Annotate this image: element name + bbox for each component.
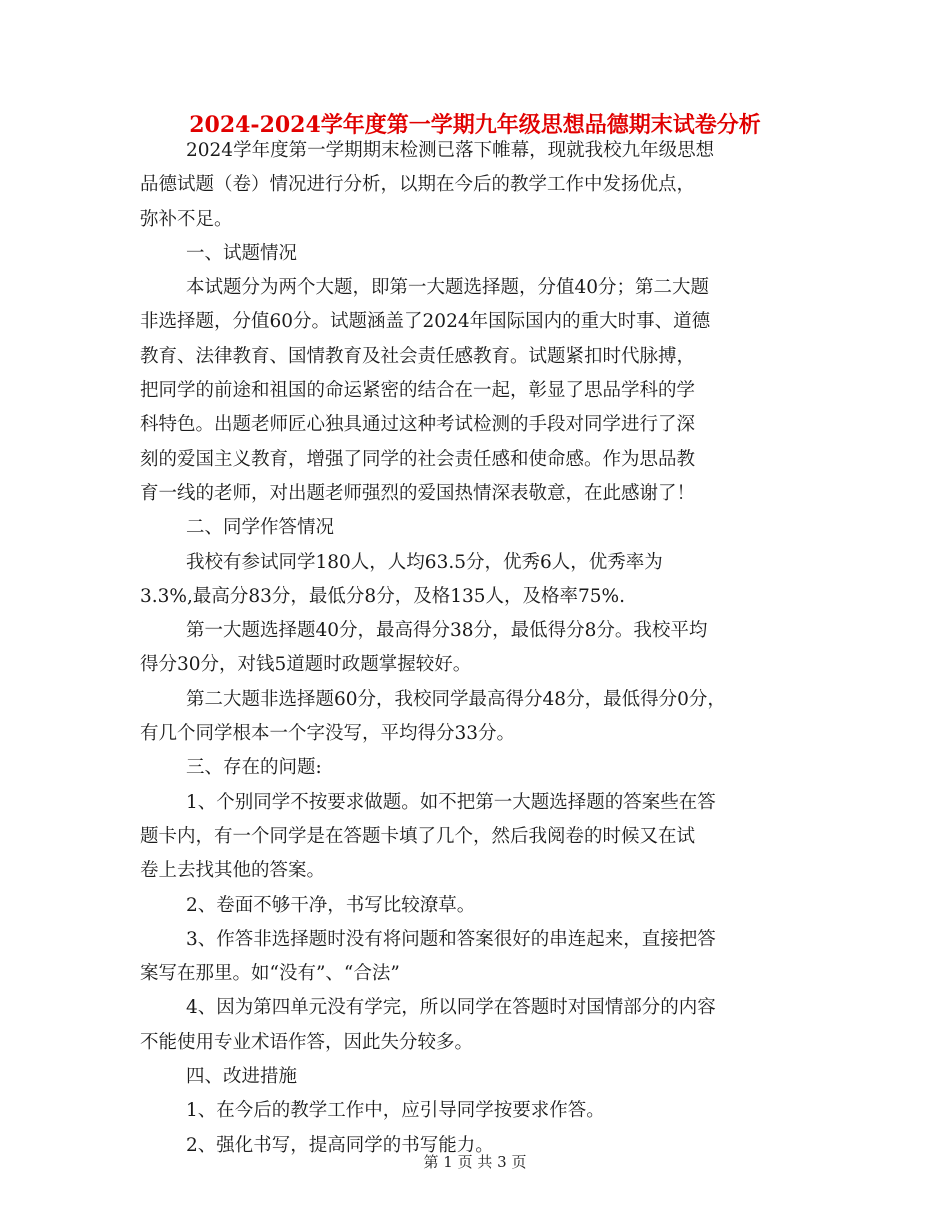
paragraph-line: 非选择题，分值60分。试题涵盖了2024年国际国内的重大时事、道德 [140,311,711,333]
paragraph-line: 3.3%,最高分83分，最低分8分，及格135人，及格率75%. [140,585,626,607]
paragraph-line: 不能使用专业术语作答，因此失分较多。 [140,1031,474,1053]
paragraph-line: 本试题分为两个大题，即第一大题选择题，分值40分；第二大题 [186,277,710,299]
paragraph-line: 2、卷面不够干净，书写比较潦草。 [186,894,476,916]
paragraph-line: 2、强化书写，提高同学的书写能力。 [186,1134,494,1156]
section-heading: 一、试题情况 [186,242,298,264]
paragraph-line: 把同学的前途和祖国的命运紧密的结合在一起，彰显了思品学科的学 [140,380,696,402]
section-heading: 二、同学作答情况 [186,517,335,539]
paragraph-line: 1、在今后的教学工作中，应引导同学按要求作答。 [186,1100,605,1122]
section-heading: 三、存在的问题: [186,757,322,779]
document-title: 2024-2024学年度第一学期九年级思想品德期末试卷分析 [189,112,761,138]
page-footer: 第 1 页 共 3 页 [423,1153,527,1171]
paragraph-line: 第二大题非选择题60分，我校同学最高得分48分，最低得分0分， [186,688,726,710]
paragraph-line: 第一大题选择题40分，最高得分38分，最低得分8分。我校平均 [186,620,708,642]
paragraph-line: 案写在那里。如“没有”、“合法” [140,963,400,985]
paragraph-line: 品德试题（卷）情况进行分析，以期在今后的教学工作中发扬优点， [140,174,696,196]
section-heading: 四、改进措施 [186,1066,298,1088]
paragraph-line: 3、作答非选择题时没有将问题和答案很好的串连起来，直接把答 [186,928,716,950]
paragraph-line: 科特色。出题老师匠心独具通过这种考试检测的手段对同学进行了深 [140,414,696,436]
paragraph-line: 题卡内，有一个同学是在答题卡填了几个，然后我阅卷的时候又在试 [140,825,696,847]
paragraph-line: 2024学年度第一学期期末检测已落下帷幕，现就我校九年级思想 [186,140,715,161]
paragraph-line: 卷上去找其他的答案。 [140,860,326,882]
paragraph-line: 得分30分，对钱5道题时政题掌握较好。 [140,654,472,676]
paragraph-line: 育一线的老师，对出题老师强烈的爱国热情深表敬意，在此感谢了！ [140,482,696,504]
paragraph-line: 弥补不足。 [140,208,233,230]
paragraph-line: 刻的爱国主义教育，增强了同学的社会责任感和使命感。作为思品教 [140,448,696,470]
paragraph-line: 我校有参试同学180人，人均63.5分，优秀6人，优秀率为 [186,551,663,573]
paragraph-line: 4、因为第四单元没有学完，所以同学在答题时对国情部分的内容 [186,997,716,1019]
paragraph-line: 有几个同学根本一个字没写，平均得分33分。 [140,723,516,745]
document-body [140,134,830,1163]
paragraph-line: 1、个别同学不按要求做题。如不把第一大题选择题的答案些在答 [186,791,716,813]
paragraph-line: 教育、法律教育、国情教育及社会责任感教育。试题紧扣时代脉搏， [140,345,696,367]
